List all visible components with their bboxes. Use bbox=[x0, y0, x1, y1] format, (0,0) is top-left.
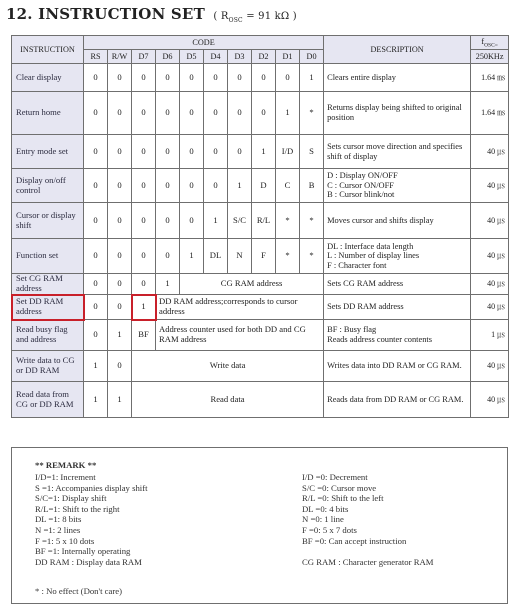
remark-line: F =0: 5 x 7 dots bbox=[302, 524, 357, 535]
instruction-description: Sets CG RAM address bbox=[324, 274, 471, 295]
code-bit-cell: 1 bbox=[84, 351, 108, 382]
code-span-cell: Read data bbox=[132, 382, 324, 418]
execution-time: 40 ㎲ bbox=[471, 203, 509, 239]
instruction-name: Read busy flag and address bbox=[12, 320, 84, 351]
header-bit-d7: D7 bbox=[132, 50, 156, 64]
code-bit-cell: 1 bbox=[180, 239, 204, 274]
table-row bbox=[12, 203, 509, 239]
execution-time: 1.64 ㎳ bbox=[471, 64, 509, 92]
code-bit-cell: 0 bbox=[276, 64, 300, 92]
code-bit-cell: 0 bbox=[84, 320, 108, 351]
header-description: DESCRIPTION bbox=[324, 36, 471, 64]
code-bit-cell: 0 bbox=[84, 64, 108, 92]
code-bit-cell: DL bbox=[204, 239, 228, 274]
instruction-description bbox=[324, 169, 471, 203]
header-bit-d5: D5 bbox=[180, 50, 204, 64]
code-bit-cell: 0 bbox=[156, 239, 180, 274]
table-row bbox=[12, 64, 509, 92]
instruction-description: Returns display being shifted to original position bbox=[324, 92, 471, 135]
code-bit-cell: 0 bbox=[204, 135, 228, 169]
header-bit-d3: D3 bbox=[228, 50, 252, 64]
code-bit-cell: * bbox=[300, 203, 324, 239]
code-bit-cell: 0 bbox=[108, 64, 132, 92]
execution-time: 40 ㎲ bbox=[471, 169, 509, 203]
code-bit-cell: F bbox=[252, 239, 276, 274]
code-span-cell: Write data bbox=[132, 351, 324, 382]
instruction-description: Sets DD RAM address bbox=[324, 295, 471, 320]
code-bit-cell: N bbox=[228, 239, 252, 274]
code-bit-cell: 1 bbox=[252, 135, 276, 169]
code-bit-cell: 0 bbox=[180, 203, 204, 239]
code-bit-cell: 1 bbox=[204, 203, 228, 239]
remark-line: I/D=1: Increment bbox=[35, 472, 96, 482]
instruction-description: Moves cursor and shifts display bbox=[324, 203, 471, 239]
code-bit-cell: 0 bbox=[204, 92, 228, 135]
code-bit-cell: 0 bbox=[156, 203, 180, 239]
header-bit-d2: D2 bbox=[252, 50, 276, 64]
code-bit-cell: 0 bbox=[156, 64, 180, 92]
remark-line: S/C =0: Cursor move bbox=[302, 482, 377, 493]
code-bit-cell: 0 bbox=[108, 274, 132, 295]
remark-line: DL =0: 4 bits bbox=[302, 503, 349, 514]
remark-line: N =0: 1 line bbox=[302, 514, 344, 525]
instruction-name: Set CG RAM address bbox=[12, 274, 84, 295]
code-bit-cell: 0 bbox=[84, 135, 108, 169]
code-bit-cell: 0 bbox=[204, 64, 228, 92]
instruction-name: Read data from CG or DD RAM bbox=[12, 382, 84, 418]
execution-time: 1 ㎲ bbox=[471, 320, 509, 351]
instruction-name: Write data to CG or DD RAM bbox=[12, 351, 84, 382]
code-bit-cell: 0 bbox=[84, 274, 108, 295]
instruction-name: Entry mode set bbox=[12, 135, 84, 169]
remark-title: ** REMARK ** bbox=[35, 460, 97, 470]
header-bit-d6: D6 bbox=[156, 50, 180, 64]
code-bit-cell: 0 bbox=[108, 239, 132, 274]
remark-line: S =1: Accompanies display shift bbox=[35, 482, 148, 493]
execution-time: 40 ㎲ bbox=[471, 135, 509, 169]
header-bit-d4: D4 bbox=[204, 50, 228, 64]
execution-time: 40 ㎲ bbox=[471, 351, 509, 382]
remark-right-column bbox=[302, 472, 434, 567]
code-bit-cell: 0 bbox=[108, 295, 132, 320]
code-bit-cell: 1 bbox=[276, 92, 300, 135]
table-row bbox=[12, 382, 509, 418]
execution-time: 40 ㎲ bbox=[471, 382, 509, 418]
code-bit-cell: 0 bbox=[132, 274, 156, 295]
description-line: BF : Busy flag bbox=[327, 325, 377, 335]
oscillator-condition: ( $R_{OSC} = 91$ kΩ ) bbox=[213, 11, 297, 24]
table-row bbox=[12, 351, 509, 382]
code-bit-cell: * bbox=[300, 239, 324, 274]
instruction-description bbox=[324, 239, 471, 274]
highlight-set-dd-ram-d7 bbox=[131, 294, 157, 321]
code-bit-cell: 1 bbox=[228, 169, 252, 203]
highlight-set-dd-ram-name bbox=[11, 294, 85, 321]
code-bit-cell: * bbox=[276, 203, 300, 239]
code-span-cell: DD RAM address;corresponds to cursor address bbox=[156, 295, 324, 320]
code-span-cell: Address counter used for both DD and CG RAM address bbox=[156, 320, 324, 351]
execution-time: 40 ㎲ bbox=[471, 239, 509, 274]
code-bit-cell: 1 bbox=[108, 382, 132, 418]
table-row bbox=[12, 92, 509, 135]
code-bit-cell: 0 bbox=[84, 203, 108, 239]
execution-time: 40 ㎲ bbox=[471, 295, 509, 320]
header-bit-d0: D0 bbox=[300, 50, 324, 64]
code-bit-cell: S bbox=[300, 135, 324, 169]
instruction-name: Display on/off control bbox=[12, 169, 84, 203]
code-bit-cell: 0 bbox=[180, 169, 204, 203]
table-row bbox=[12, 169, 509, 203]
description-line: D : Display ON/OFF bbox=[327, 171, 398, 181]
remark-line: N =1: 2 lines bbox=[35, 524, 81, 535]
instruction-name: Function set bbox=[12, 239, 84, 274]
code-bit-cell: 1 bbox=[108, 320, 132, 351]
remark-box bbox=[11, 447, 508, 604]
code-bit-cell: 0 bbox=[132, 64, 156, 92]
remark-line: S/C=1: Display shift bbox=[35, 493, 107, 504]
instruction-name: Return home bbox=[12, 92, 84, 135]
header-bit-d1: D1 bbox=[276, 50, 300, 64]
table-row bbox=[12, 274, 509, 295]
execution-time: 1.64 ㎳ bbox=[471, 92, 509, 135]
instruction-name: Cursor or display shift bbox=[12, 203, 84, 239]
code-bit-cell: 0 bbox=[84, 169, 108, 203]
code-bit-cell: D bbox=[252, 169, 276, 203]
table-row bbox=[12, 239, 509, 274]
remark-line: CG RAM : Character generator RAM bbox=[302, 556, 434, 567]
remark-footnote: * : No effect (Don't care) bbox=[35, 586, 123, 596]
code-bit-cell: C bbox=[276, 169, 300, 203]
description-line: C : Cursor ON/OFF bbox=[327, 180, 394, 190]
remark-left-column bbox=[35, 472, 148, 567]
code-bit-cell: BF bbox=[132, 320, 156, 351]
code-bit-cell: 0 bbox=[132, 239, 156, 274]
header-frequency: $f_{OSC=}$ bbox=[471, 36, 509, 50]
instruction-name: Clear display bbox=[12, 64, 84, 92]
code-bit-cell: 0 bbox=[108, 92, 132, 135]
code-bit-cell: 0 bbox=[132, 203, 156, 239]
code-bit-cell: 0 bbox=[108, 135, 132, 169]
code-bit-cell: 0 bbox=[108, 203, 132, 239]
instruction-table bbox=[11, 35, 509, 418]
description-line: L : Number of display lines bbox=[327, 251, 420, 261]
code-bit-cell: 0 bbox=[132, 92, 156, 135]
code-bit-cell: 0 bbox=[156, 169, 180, 203]
code-bit-cell: 0 bbox=[228, 135, 252, 169]
code-bit-cell: S/C bbox=[228, 203, 252, 239]
table-row bbox=[12, 320, 509, 351]
code-bit-cell: 0 bbox=[180, 64, 204, 92]
code-bit-cell: R/L bbox=[252, 203, 276, 239]
code-bit-cell: * bbox=[300, 92, 324, 135]
code-bit-cell: 1 bbox=[300, 64, 324, 92]
instruction-description bbox=[324, 320, 471, 351]
header-frequency-value: 250KHz bbox=[471, 50, 509, 64]
instruction-description: Writes data into DD RAM or CG RAM. bbox=[324, 351, 471, 382]
remark-line: R/L =0: Shift to the left bbox=[302, 493, 384, 504]
code-bit-cell: 0 bbox=[228, 64, 252, 92]
instruction-description: Clears entire display bbox=[324, 64, 471, 92]
code-bit-cell: 1 bbox=[156, 274, 180, 295]
code-bit-cell: * bbox=[276, 239, 300, 274]
remark-line: BF =0: Can accept instruction bbox=[302, 535, 407, 546]
code-bit-cell: B bbox=[300, 169, 324, 203]
code-bit-cell: 0 bbox=[180, 92, 204, 135]
code-bit-cell: I/D bbox=[276, 135, 300, 169]
header-bit-rs: RS bbox=[84, 50, 108, 64]
remark-line: DD RAM : Display data RAM bbox=[35, 556, 142, 567]
code-bit-cell: 0 bbox=[132, 169, 156, 203]
code-bit-cell: 0 bbox=[252, 92, 276, 135]
remark-line: F =1: 5 x 10 dots bbox=[35, 535, 95, 546]
code-bit-cell: 0 bbox=[108, 351, 132, 382]
execution-time: 40 ㎲ bbox=[471, 274, 509, 295]
code-bit-cell: 0 bbox=[84, 92, 108, 135]
table-row bbox=[12, 135, 509, 169]
description-line: Reads address counter contents bbox=[327, 335, 432, 344]
code-bit-cell: 0 bbox=[84, 295, 108, 320]
page-title: 12. INSTRUCTION SET ( $R_{OSC} = 91$ kΩ ) bbox=[6, 5, 297, 24]
remark-line: I/D =0: Decrement bbox=[302, 472, 368, 482]
instruction-description: Sets cursor move direction and specifies shift of display bbox=[324, 135, 471, 169]
code-bit-cell: 0 bbox=[108, 169, 132, 203]
table-row bbox=[12, 295, 509, 320]
header-instruction: INSTRUCTION bbox=[12, 36, 84, 64]
header-bit-rw: R/W bbox=[108, 50, 132, 64]
code-bit-cell: 0 bbox=[204, 169, 228, 203]
header-code: CODE bbox=[84, 36, 324, 50]
remark-line: DL =1: 8 bits bbox=[35, 514, 82, 525]
code-bit-cell: 0 bbox=[84, 239, 108, 274]
code-bit-cell: 0 bbox=[156, 92, 180, 135]
code-span-cell: CG RAM address bbox=[180, 274, 324, 295]
code-bit-cell: 1 bbox=[132, 295, 156, 320]
code-bit-cell: 0 bbox=[252, 64, 276, 92]
remark-line: BF =1: Internally operating bbox=[35, 546, 131, 557]
code-bit-cell: 0 bbox=[228, 92, 252, 135]
remark-line: R/L=1: Shift to the right bbox=[35, 503, 120, 514]
instruction-name: Set DD RAM address bbox=[12, 295, 84, 320]
instruction-description: Reads data from DD RAM or CG RAM. bbox=[324, 382, 471, 418]
code-bit-cell: 1 bbox=[84, 382, 108, 418]
code-bit-cell: 0 bbox=[180, 135, 204, 169]
description-line: F : Character font bbox=[327, 260, 387, 270]
code-bit-cell: 0 bbox=[132, 135, 156, 169]
description-line: B : Cursor blink/not bbox=[327, 190, 395, 200]
description-line: DL : Interface data length bbox=[327, 241, 414, 251]
remark-line bbox=[302, 546, 434, 557]
code-bit-cell: 0 bbox=[156, 135, 180, 169]
